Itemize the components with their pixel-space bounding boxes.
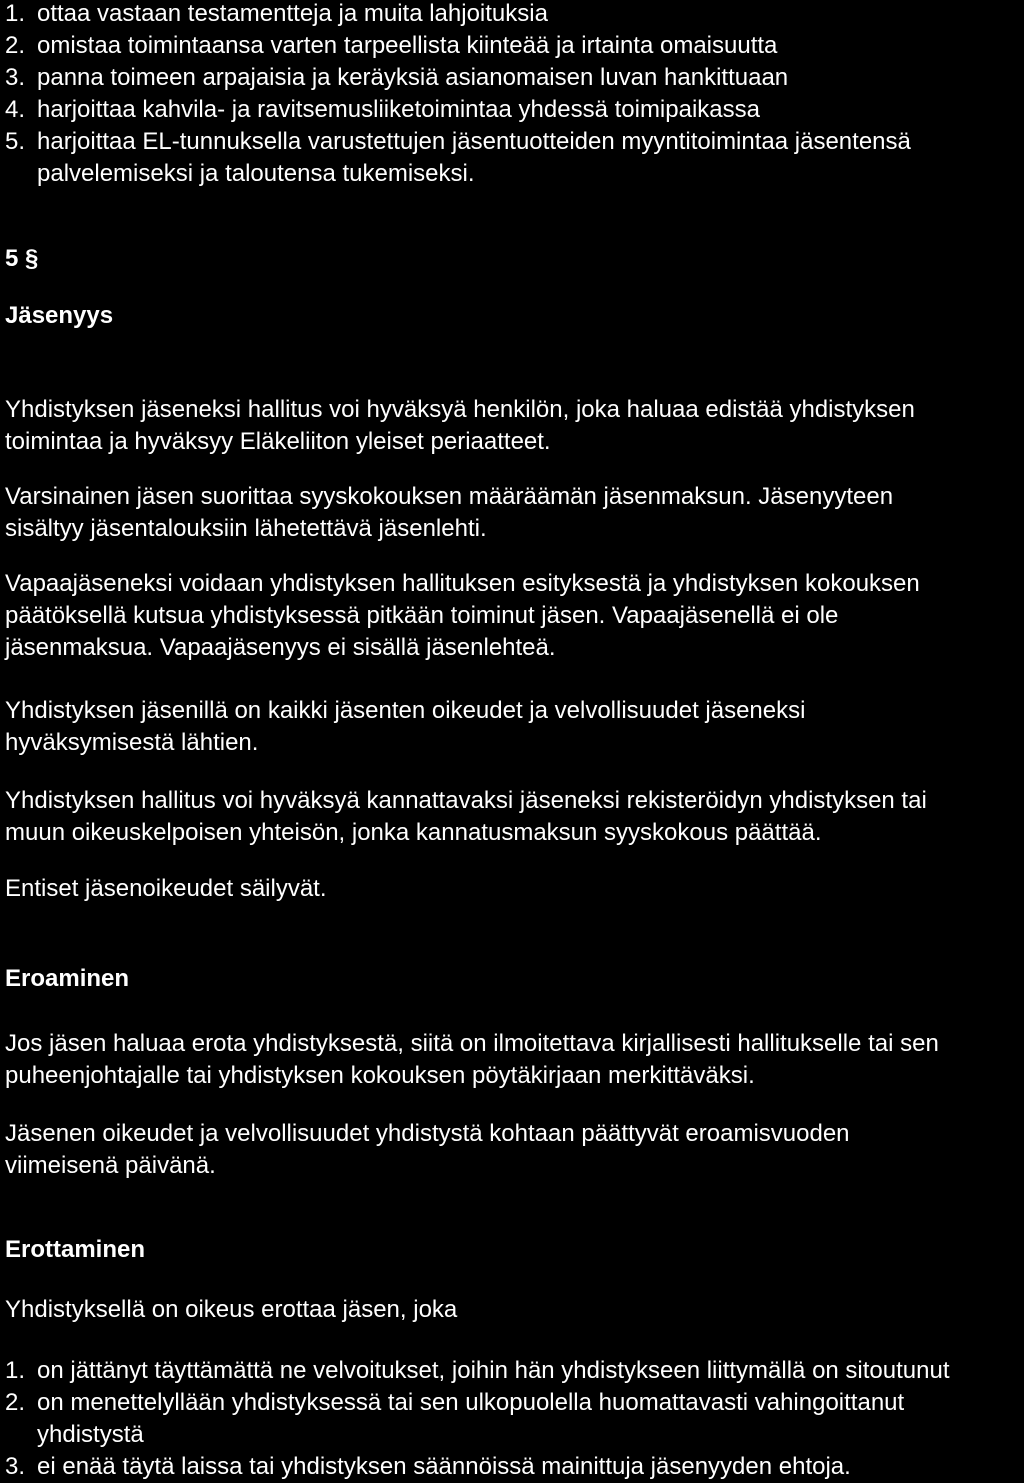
membership-paragraph: Yhdistyksen hallitus voi hyväksyä kannattavaksi jäseneksi rekisteröidyn yhdistyksen tai muun oikeuskelpoisen yhteisön, jonka kannatusmaksun syyskokous päättää. — [5, 787, 927, 846]
list-text: yhdistystä — [37, 1421, 144, 1448]
list-text: on jättänyt täyttämättä ne velvoitukset, joihin hän yhdistykseen liittymällä on sitoutunut — [37, 1357, 950, 1384]
list-number: 5. — [5, 128, 26, 155]
list-number: 1. — [5, 1357, 26, 1384]
list-number: 2. — [5, 1389, 26, 1416]
list-text: omistaa toimintaansa varten tarpeellista kiinteää ja irtainta omaisuutta — [37, 32, 778, 59]
list-item — [5, 1387, 1020, 1451]
list-text: harjoittaa kahvila- ja ravitsemusliiketoimintaa yhdessä toimipaikassa — [37, 96, 760, 123]
resignation-paragraph: Jos jäsen haluaa erota yhdistyksestä, siitä on ilmoitettava kirjallisesti hallitukselle tai sen puheenjohtajalle tai yhdistyksen kokouksen pöytäkirjaan merkittäväksi. — [5, 1030, 939, 1089]
list-item — [5, 30, 1020, 62]
resignation-paragraph: Jäsenen oikeudet ja velvollisuudet yhdistystä kohtaan päättyvät eroamisvuoden viimeisenä päivänä. — [5, 1120, 850, 1179]
list-text: ei enää täytä laissa tai yhdistyksen säännöissä mainittuja jäsenyyden ehtoja. — [37, 1453, 851, 1480]
list-text: palvelemiseksi ja taloutensa tukemiseksi. — [37, 160, 475, 187]
list-item — [5, 94, 1020, 126]
list-item — [5, 62, 1020, 94]
list-number: 3. — [5, 64, 26, 91]
membership-paragraph: Yhdistyksen jäseneksi hallitus voi hyväksyä henkilön, joka haluaa edistää yhdistyksen toimintaa ja hyväksyy Eläkeliiton yleiset periaatteet. — [5, 396, 915, 455]
expulsion-intro: Yhdistyksellä on oikeus erottaa jäsen, joka — [5, 1296, 458, 1323]
subsection-title: Eroaminen — [5, 965, 130, 992]
list-number: 3. — [5, 1453, 26, 1480]
membership-paragraph: Vapaajäseneksi voidaan yhdistyksen hallituksen esityksestä ja yhdistyksen kokouksen päätöksellä kutsua yhdistyksessä pitkään toiminut jäsen. Vapaajäsenellä ei ole jäsenmaksua. Vapaajäsenyys ei sisällä jäsenlehteä. — [5, 570, 920, 661]
section-number: 5 § — [5, 245, 39, 272]
purpose-list — [5, 0, 1020, 190]
list-text: on menettelyllään yhdistyksessä tai sen ulkopuolella huomattavasti vahingoittanut — [37, 1389, 905, 1416]
list-text: ottaa vastaan testamentteja ja muita lahjoituksia — [37, 0, 548, 27]
subsection-title: Erottaminen — [5, 1236, 146, 1263]
list-number: 2. — [5, 32, 26, 59]
membership-paragraph: Entiset jäsenoikeudet säilyvät. — [5, 875, 327, 902]
section-title: Jäsenyys — [5, 302, 114, 329]
list-text: panna toimeen arpajaisia ja keräyksiä asianomaisen luvan hankittuaan — [37, 64, 789, 91]
membership-paragraph: Yhdistyksen jäsenillä on kaikki jäsenten oikeudet ja velvollisuudet jäseneksi hyväksymisestä lähtien. — [5, 697, 806, 756]
membership-paragraph: Varsinainen jäsen suorittaa syyskokouksen määräämän jäsenmaksun. Jäsenyyteen sisältyy jäsentalouksiin lähetettävä jäsenlehti. — [5, 483, 894, 542]
expulsion-list — [5, 1355, 1020, 1483]
list-number: 1. — [5, 0, 26, 27]
list-item — [5, 1451, 1020, 1483]
list-item — [5, 0, 1020, 30]
list-text: harjoittaa EL-tunnuksella varustettujen jäsentuotteiden myyntitoimintaa jäsentensä — [37, 128, 911, 155]
list-number: 4. — [5, 96, 26, 123]
list-item — [5, 126, 1020, 190]
list-item — [5, 1355, 1020, 1387]
